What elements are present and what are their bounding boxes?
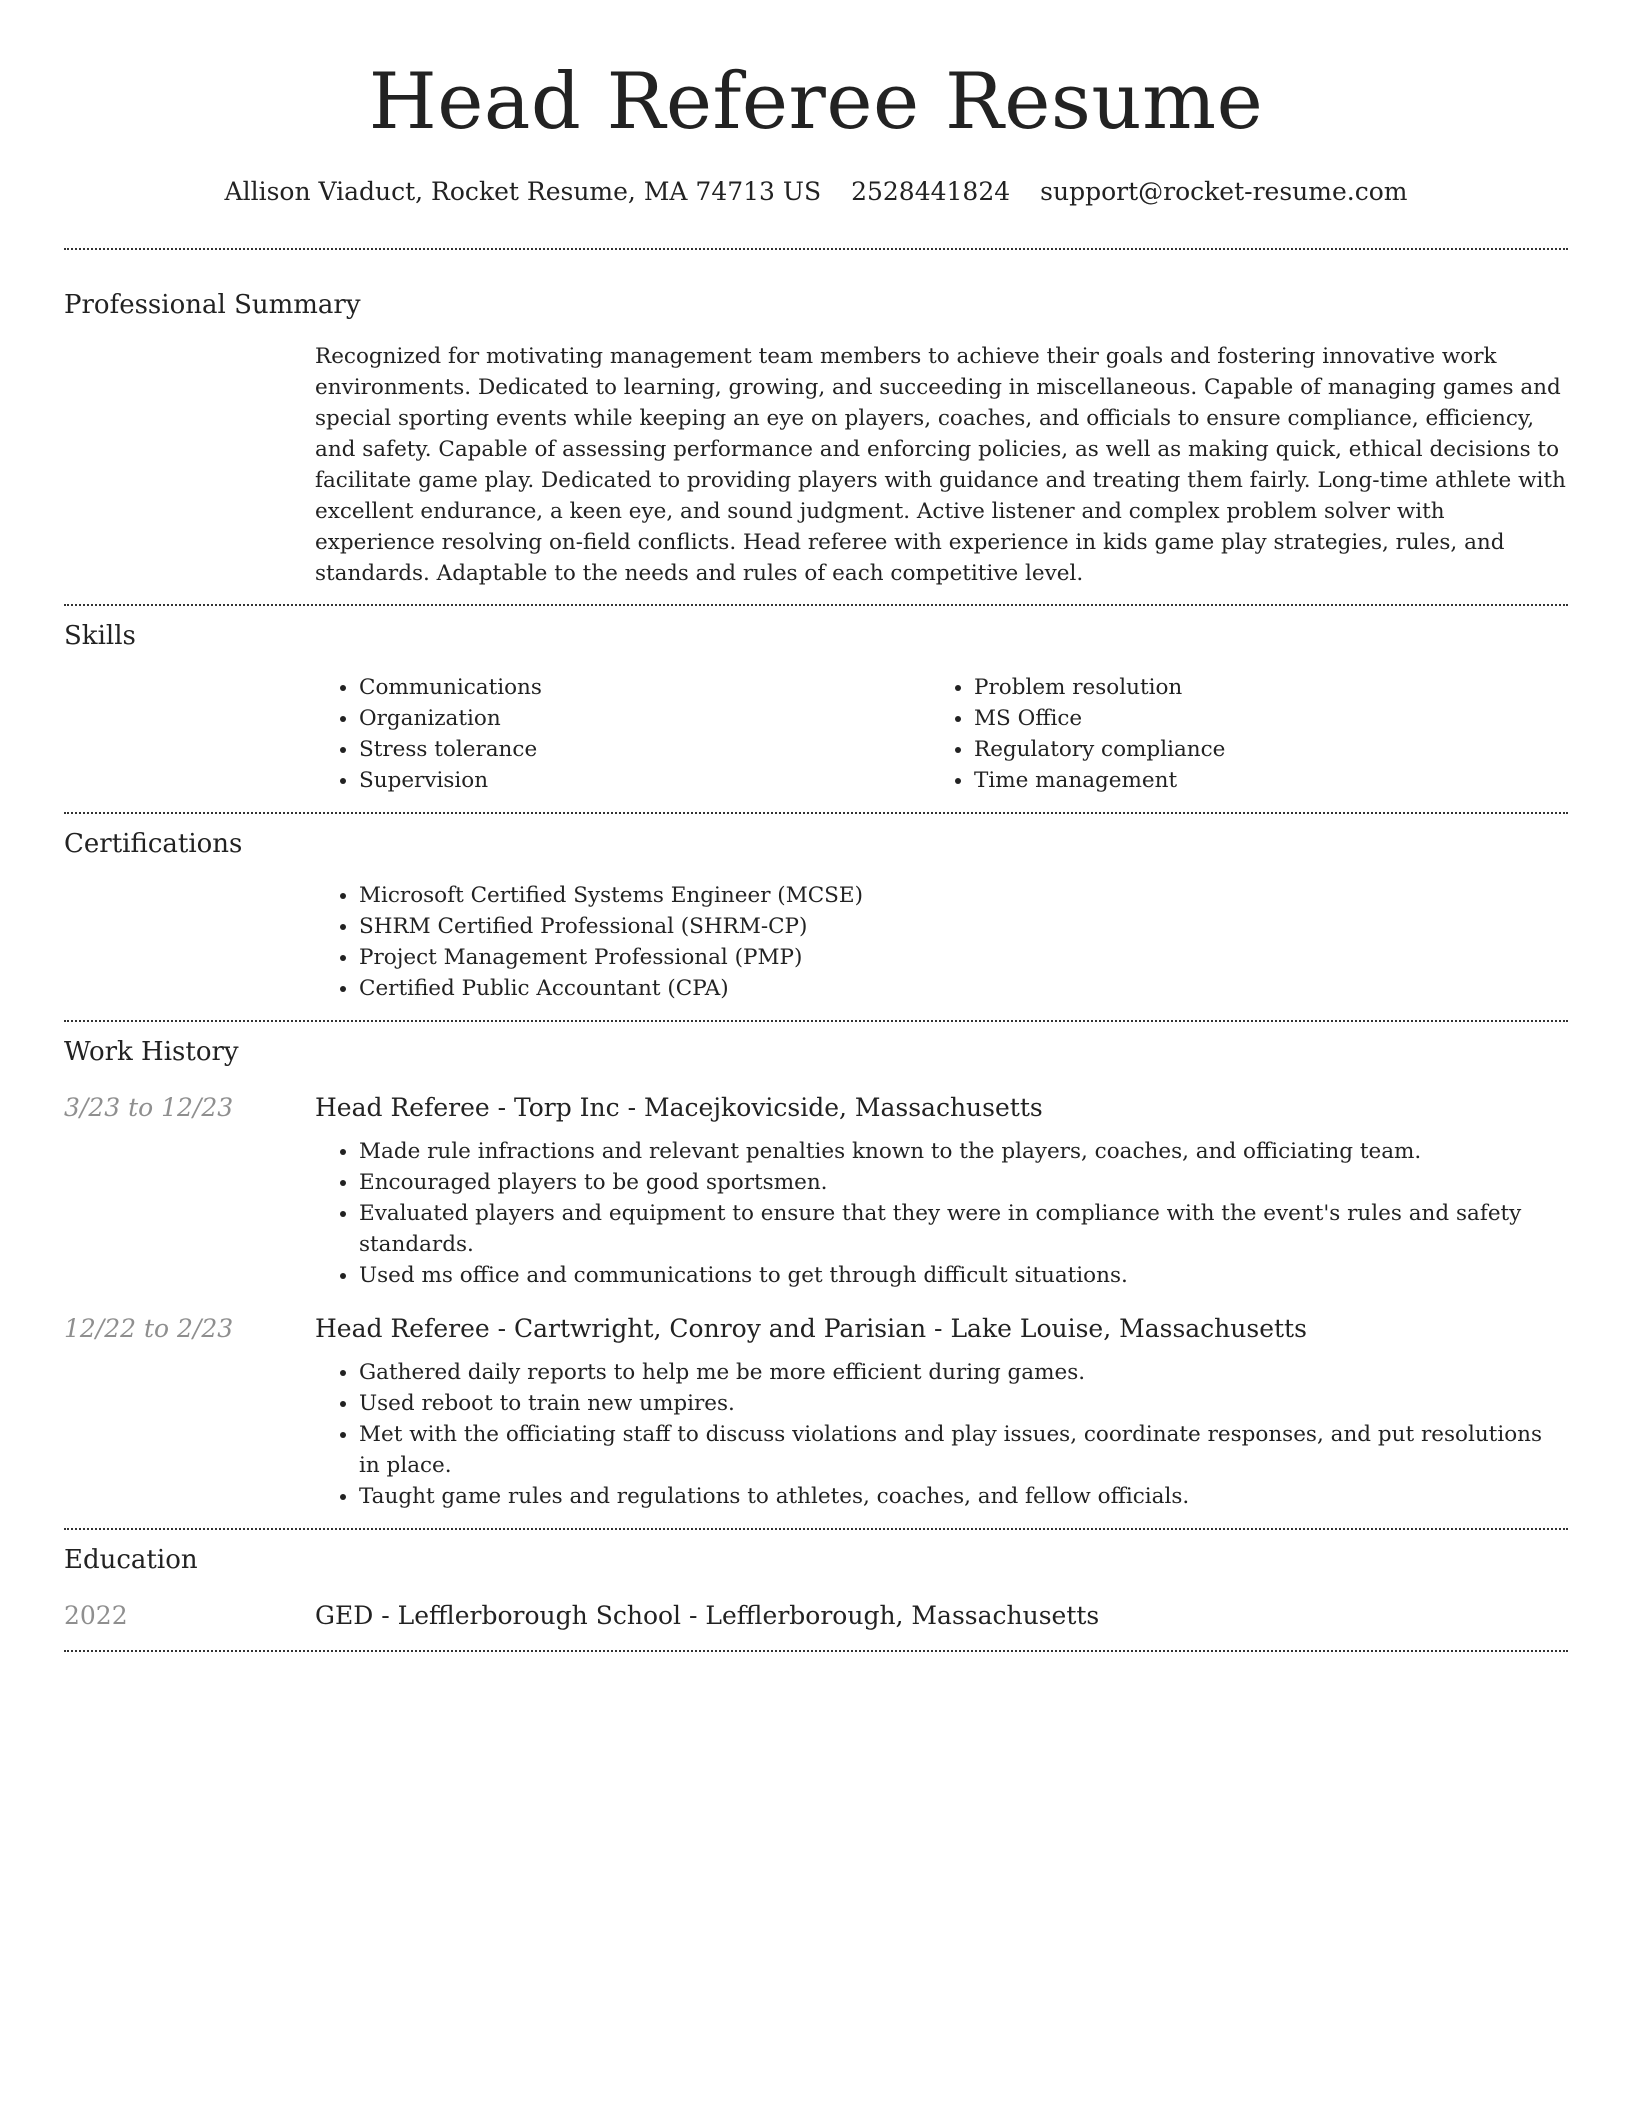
certification-item: • Microsoft Certified Systems Engineer (MCSE) [359,880,1568,911]
job-header [64,1311,1568,1347]
job-bullet: • Encouraged players to be good sportsmen. [359,1167,1568,1198]
section-skills [64,618,1568,796]
job-title: Head Referee - Torp Inc - Macejkovicside, Massachusetts [315,1093,1043,1122]
contact-email[interactable]: support@rocket-resume.com [1040,177,1408,206]
summary-text: Recognized for motivating management team members to achieve their goals and fostering innovative work environments. Dedicated to learning, growing, and succeeding in miscellaneous. Capable of managing games and special sporting events while keeping an eye on players, coaches, and officials to ensure compliance, efficiency, and safety. Capable of assessing performance and enforcing policies, as well as making quick, ethical decisions to facilitate game play. Dedicated to providing players with guidance and treating them fairly. Long-time athlete with excellent endurance, a keen eye, and sound judgment. Active listener and complex problem solver with experience resolving on-field conflicts. Head referee with experience in kids game play strategies, rules, and standards. Adaptable to the needs and rules of each competitive level. [315,344,1566,586]
job-bullet: • Taught game rules and regulations to athletes, coaches, and fellow officials. [359,1481,1568,1512]
certification-item: • Project Management Professional (PMP) [359,942,1568,973]
certification-item: • Certified Public Accountant (CPA) [359,973,1568,1004]
education-degree: GED - Lefflerborough School - Lefflerborough, Massachusetts [315,1601,1100,1630]
job-entry [64,1090,1568,1291]
job-bullet: • Met with the officiating staff to discuss violations and play issues, coordinate responses, and put resolutions in place. [359,1419,1568,1481]
skill-item: • Regulatory compliance [974,734,1545,765]
resume-page [64,0,1568,1652]
job-header [64,1090,1568,1126]
job-title: Head Referee - Cartwright, Conroy and Parisian - Lake Louise, Massachusetts [315,1314,1307,1343]
job-bullets [315,1357,1568,1512]
job-bullet: • Evaluated players and equipment to ensure that they were in compliance with the event's rules and safety standards. [359,1198,1568,1260]
contact-line [64,172,1568,212]
education-entry [64,1598,1568,1634]
divider [64,812,1568,814]
section-heading: Certifications [64,829,243,859]
section-work-history [64,1034,1568,1512]
skills-list-left [315,672,930,796]
skills-list-right [930,672,1545,796]
section-heading: Work History [64,1037,239,1067]
skills-grid [315,672,1568,796]
divider [64,248,1568,250]
section-heading: Education [64,1545,198,1575]
job-bullet: • Made rule infractions and relevant penalties known to the players, coaches, and officiating team. [359,1136,1568,1167]
job-bullet: • Used ms office and communications to get through difficult situations. [359,1260,1568,1291]
skill-item: • Organization [359,703,930,734]
divider [64,1528,1568,1530]
certifications-list [315,880,1568,1004]
job-bullet-list [315,1136,1568,1291]
job-dates: 3/23 to 12/23 [64,1093,234,1122]
divider [64,1650,1568,1652]
summary-content [315,341,1568,589]
contact-phone: 2528441824 [851,177,1011,206]
divider [64,604,1568,606]
divider [64,1020,1568,1022]
skill-item: • Stress tolerance [359,734,930,765]
skill-item: • Time management [974,765,1545,796]
skill-item: • MS Office [974,703,1545,734]
job-dates: 12/22 to 2/23 [64,1314,234,1343]
resume-title: Head Referee Resume [368,57,1264,147]
certifications-content [315,880,1568,1004]
section-heading: Skills [64,621,136,651]
job-entry [64,1311,1568,1512]
contact-address: Allison Viaduct, Rocket Resume, MA 74713 US [224,177,822,206]
job-bullets [315,1136,1568,1291]
section-certifications [64,826,1568,1004]
section-heading: Professional Summary [64,290,361,320]
education-year: 2022 [64,1601,128,1630]
skill-item: • Communications [359,672,930,703]
certification-item: • SHRM Certified Professional (SHRM-CP) [359,911,1568,942]
skill-item: • Problem resolution [974,672,1545,703]
job-bullet: • Gathered daily reports to help me be more efficient during games. [359,1357,1568,1388]
skill-item: • Supervision [359,765,930,796]
section-education [64,1542,1568,1634]
job-bullet: • Used reboot to train new umpires. [359,1388,1568,1419]
job-bullet-list [315,1357,1568,1512]
section-professional-summary [64,287,1568,589]
